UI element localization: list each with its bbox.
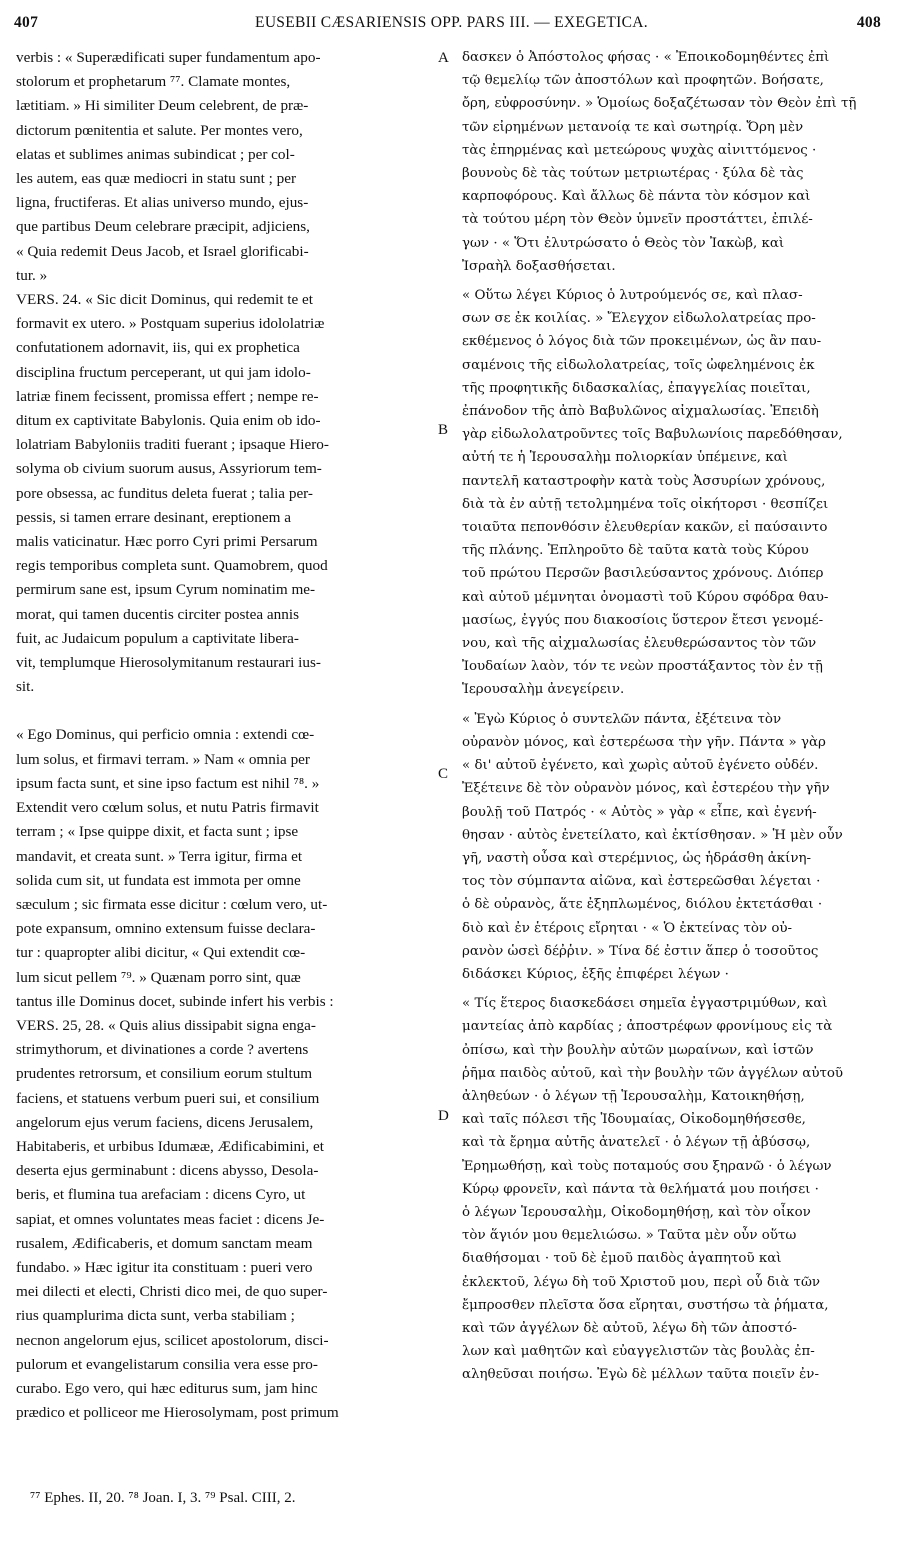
text-line: solyma ob civium suorum ausus, Assyriorum tem-: [16, 460, 322, 478]
text-line: tantus ille Dominus docet, subinde infert his verbis :: [16, 992, 334, 1010]
text-line: διαθήσομαι · τοῦ δὲ ἐμοῦ παιδὸς ἀγαπητοῦ καὶ: [462, 1251, 782, 1267]
page-number-left: 407: [14, 14, 39, 31]
page-header: [14, 14, 889, 36]
text-line: Extendit vero cœlum solus, et nutu Patris firmavit: [16, 799, 319, 817]
text-line: μασίως, ἐγγύς που διακοσίοις ὕστερον ἔτεσι γενομέ-: [462, 612, 824, 628]
text-line: δασκεν ὁ Ἀπόστολος φήσας · « Ἐποικοδομηθέντες ἐπὶ: [462, 50, 830, 65]
text-line: διὰ τὰ ἐν αὐτῇ τετολμημένα τοῖς οἰκήτορσι · θεσπίζει: [462, 496, 829, 512]
text-line: angelorum ejus verum faciens, dicens Jerusalem,: [16, 1113, 314, 1131]
margin-marker-b: B: [438, 422, 449, 438]
text-line: VERS. 25, 28. « Quis alius dissipabit signa enga-: [16, 1016, 316, 1034]
text-line: malis vaticinatur. Hæc porro Cyri primi Persarum: [16, 533, 318, 551]
text-line: γων · « Ὅτι ἐλυτρώσατο ὁ Θεὸς τὸν Ἰακὼβ, καὶ: [462, 235, 785, 251]
text-line: que partibus Deum celebrare præcipit, adjiciens,: [16, 218, 310, 236]
text-line: ὄρη, εὐφροσύνην. » Ὁμοίως δοξαζέτωσαν τὸν Θεὸν ἐπὶ τῇ: [462, 96, 857, 112]
text-line: ῥῆμα παιδὸς αὐτοῦ, καὶ τὴν βουλὴν τῶν ἀγγέλων αὐτοῦ: [462, 1065, 844, 1081]
text-line: necnon angelorum ejus, scilicet apostolorum, disci-: [16, 1331, 329, 1349]
text-line: ἔμπροσθεν πλεῖστα ὅσα εἴρηται, συστήσω τὰ ῥήματα,: [462, 1297, 829, 1313]
margin-marker-a: A: [438, 50, 449, 66]
text-line: sæculum ; sic firmata esse dicitur : cœlum vero, ut-: [16, 895, 328, 913]
text-line: pote expansum, omnino extensum fuisse declara-: [16, 920, 316, 938]
greek-paragraph-group-2: [462, 284, 881, 702]
text-line: ἀληθεύων · ὁ λέγων τῇ Ἱερουσαλὴμ, Κατοικηθήσῃ,: [462, 1088, 805, 1104]
text-line: dictorum pœnitentia et salute. Per montes vero,: [16, 121, 303, 139]
text-line: sapiat, et omnes voluntates meas faciet : dicens Je-: [16, 1210, 325, 1228]
text-line: σων σε ἐκ κοιλίας. » Ἔλεγχον εἰδωλολατρείας προ-: [462, 311, 816, 327]
text-line: βουνοὺς δὲ τὰς τούτων μετριωτέρας · ξύλα δὲ τὰς: [462, 166, 804, 182]
text-line: τος τὸν σύμπαντα αἰῶνα, καὶ ἐστερεῶσθαι λέγεται ·: [462, 874, 821, 890]
text-line: « Ἐγὼ Κύριος ὁ συντελῶν πάντα, ἐξέτεινα τὸν: [462, 711, 782, 727]
latin-column: [16, 46, 433, 1425]
text-line: stolorum et prophetarum ⁷⁷. Clamate montes,: [16, 73, 291, 91]
text-line: Ἰουδαίων λαὸν, τόν τε νεὼν προστάξαντος τὸν ἐν τῇ: [462, 659, 823, 675]
text-line: sit.: [16, 678, 35, 696]
text-line: Ἐξέτεινε δὲ τὸν οὐρανὸν μόνος, καὶ ἐστερέου τὴν γῆν: [462, 781, 830, 797]
text-line: τῆς πλάνης. Ἐπληροῦτο δὲ ταῦτα κατὰ τοὺς Κύρου: [462, 543, 809, 559]
running-title: EUSEBII CÆSARIENSIS OPP. PARS III. — EXEGETICA.: [255, 14, 648, 31]
text-line: elatas et sublimes animas subindicat ; per col-: [16, 145, 295, 163]
text-line: mandavit, et creata sunt. » Terra igitur, firma et: [16, 847, 303, 865]
text-line: « Τίς ἕτερος διασκεδάσει σημεῖα ἐγγαστριμύθων, καὶ: [462, 996, 828, 1012]
text-line: mei dilecti et electi, Christi dico mei, de quo super-: [16, 1283, 328, 1301]
text-line: τὸν ἅγιόν μου θεμελιώσω. » Ταῦτα μὲν οὖν οὕτω: [462, 1228, 797, 1244]
text-line: τοιαῦτα πεπονθόσιν ἐλευθερίαν κακῶν, εἰ παύσαιντο: [462, 520, 828, 536]
text-line: prudentes retrorsum, et consilium eorum stultum: [16, 1065, 313, 1083]
text-line: vit, templumque Hierosolymitanum restaurari ius-: [16, 654, 321, 672]
text-line: prædico et polliceor me Hierosolymam, post primum: [16, 1404, 339, 1422]
text-line: καὶ αὐτοῦ μέμνηται ὀνομαστὶ τοῦ Κύρου σφόδρα θαυ-: [462, 589, 829, 605]
text-line: pore obsessa, ac funditus deleta fuerat ; talia per-: [16, 484, 313, 502]
text-line: καὶ τῶν ἀγγέλων δὲ αὐτοῦ, λέγω δὴ τῶν ἀποστό-: [462, 1320, 797, 1336]
text-line: ditum ex captivitate Babylonis. Quia enim ob ido-: [16, 412, 321, 430]
text-line: deserta ejus germinabunt : dicens abysso, Desola-: [16, 1162, 319, 1180]
text-line: ὀπίσω, καὶ τὴν βουλὴν αὐτῶν μωραίνων, καὶ ἱστῶν: [462, 1042, 814, 1058]
text-line: τῶν εἰρημένων μετανοίᾳ τε καὶ σωτηρίᾳ. Ὄρη μὲν: [462, 119, 804, 135]
text-line: les autem, eas quæ mediocri in statu sunt ; per: [16, 170, 297, 188]
greek-column: [462, 46, 881, 1387]
text-line: αληθεῦσαι ποιήσω. Ἐγὼ δὲ μέλλων ταῦτα ποιεῖν ἐν-: [462, 1367, 819, 1383]
text-line: παντελῆ καταστροφὴν κατὰ τοὺς Ἀσσυρίων χρόνους,: [462, 473, 826, 489]
text-line: terram ; « Ipse quippe dixit, et facta sunt ; ipse: [16, 823, 299, 841]
text-line: fundabo. » Hæc igitur ita constituam : pueri vero: [16, 1258, 313, 1276]
text-line: εκθέμενος ὁ λόγος διὰ τῶν προκειμένων, ὡς ἂν παυ-: [462, 334, 822, 350]
greek-paragraph-group-4: [462, 992, 881, 1386]
greek-paragraph-group-3: [462, 708, 881, 986]
text-line: γῆ, ναστὴ οὖσα καὶ στερέμνιος, ὡς ἡδράσθη ἀκίνη-: [462, 850, 812, 866]
text-line: pulorum et evangelistarum consilia vera esse pro-: [16, 1355, 318, 1373]
text-line: καὶ τὰ ἔρημα αὐτῆς ἀνατελεῖ · ὁ λέγων τῇ ἀβύσσῳ,: [462, 1135, 811, 1151]
footnotes: ⁷⁷ Ephes. II, 20. ⁷⁸ Joan. I, 3. ⁷⁹ Psal. CIII, 2.: [30, 1490, 296, 1506]
text-line: faciens, et statuens verbum pueri sui, et consilium: [16, 1089, 320, 1107]
margin-marker-c: C: [438, 766, 449, 782]
text-line: τῆς προφητικῆς διδασκαλίας, ἐπαγγελίας ποιεῖται,: [462, 380, 811, 396]
text-line: ligna, fructiferas. Et alias universo mundo, ejus-: [16, 194, 309, 212]
text-line: confutationem adornavit, iis, qui ex prophetica: [16, 339, 300, 357]
text-line: αὐτή τε ἡ Ἱερουσαλὴμ πολιορκίαν ὑπέμεινε, καὶ: [462, 450, 788, 466]
page-number-right: 408: [856, 14, 881, 31]
text-line: ὁ δὲ οὐρανὸς, ἅτε ἐξηπλωμένος, διόλου ἐκτετάσθαι ·: [462, 897, 823, 913]
text-line: Ἰσραὴλ δοξασθήσεται.: [462, 258, 616, 274]
text-line: « Quia redemit Deus Jacob, et Israel glorificabi-: [16, 242, 309, 260]
text-line: lum sicut pellem ⁷⁹. » Quænam porro sint, quæ: [16, 968, 301, 986]
text-line: σαμένοις τῆς εἰδωλολατρείας, τοῖς ὠφελημένοις ἐκ: [462, 357, 815, 373]
text-line: ρανὸν ὡσεὶ δέῤῥιν. » Τίνα δέ ἐστιν ἅπερ ὁ τοσοῦτος: [462, 943, 819, 959]
text-line: pessis, si tamen errare desinant, ereptionem a: [16, 508, 291, 526]
text-line: tur. »: [16, 266, 48, 284]
text-line: regis temporibus completa sunt. Quamobrem, quod: [16, 557, 328, 575]
margin-markers: [436, 46, 458, 1246]
text-line: θησαν · αὐτὸς ἐνετείλατο, καὶ ἐκτίσθησαν. » Ἡ μὲν οὖν: [462, 827, 843, 843]
text-line: verbis : « Superædificati super fundamentum apo-: [16, 49, 321, 66]
text-line: VERS. 24. « Sic dicit Dominus, qui redemit te et: [16, 291, 313, 309]
text-line: Habitaberis, et urbibus Idumææ, Ædificabimini, et: [16, 1137, 324, 1155]
text-line: lolatriam Babyloniis traditi fuerant ; ipsaque Hiero-: [16, 436, 329, 454]
text-line: γὰρ εἰδωλολατροῦντες τοῖς Βαβυλωνίοις παρεδόθησαν,: [462, 427, 843, 443]
text-line: τῷ θεμελίῳ τῶν ἀποστόλων καὶ προφητῶν. Βοήσατε,: [462, 73, 824, 89]
text-line: formavit ex utero. » Postquam superius idololatriæ: [16, 315, 325, 333]
latin-paragraph-group-1: [16, 46, 433, 699]
text-line: morat, qui tamen ducentis circiter postea annis: [16, 605, 299, 623]
text-line: Ἐρημωθήσῃ, καὶ τοὺς ποταμούς σου ξηρανῶ · ὁ λέγων: [462, 1158, 832, 1174]
text-line: διὸ καὶ ἐν ἑτέροις εἴρηται · « Ὁ ἐκτείνας τὸν οὐ-: [462, 920, 793, 936]
text-line: καὶ ταῖς πόλεσι τῆς Ἰδουμαίας, Οἰκοδομηθήσεσθε,: [462, 1112, 806, 1128]
text-line: νου, καὶ τῆς αἰχμαλωσίας ἐλευθερώσαντος τὸν τῶν: [462, 636, 817, 652]
text-line: « Οὕτω λέγει Κύριος ὁ λυτρούμενός σε, καὶ πλασ-: [462, 288, 803, 304]
text-line: τὰς ἐπηρμένας καὶ μετεώρους ψυχὰς αἰνιττόμενος ·: [462, 142, 817, 158]
text-line: ὁ λέγων Ἱερουσαλὴμ, Οἰκοδομηθήσῃ, καὶ τὸν οἶκον: [462, 1204, 811, 1220]
greek-paragraph-group-1: [462, 46, 881, 278]
text-line: οὐρανὸν μόνος, καὶ ἐστερέωσα τὴν γῆν. Πάντα » γὰρ: [462, 734, 826, 750]
text-line: βουλῇ τοῦ Πατρός · « Αὐτὸς » γὰρ « εἶπε, καὶ ἐγενή-: [462, 804, 817, 820]
text-line: strimythorum, et divinationes a corde ? avertens: [16, 1041, 309, 1059]
text-line: καρποφόρους. Καὶ ἄλλως δὲ πάντα τὸν κόσμον καὶ: [462, 189, 811, 205]
text-line: permirum sane est, ipsum Cyrum nominatim me-: [16, 581, 316, 599]
text-line: τοῦ πρώτου Περσῶν βασιλεύσαντος χρόνους. Διόπερ: [462, 566, 824, 582]
text-line: lum solus, et firmavi terram. » Nam « omnia per: [16, 750, 310, 768]
text-line: μαντείας ἀπὸ καρδίας ; ἀποστρέφων φρονίμους εἰς τὰ: [462, 1019, 833, 1035]
text-line: solida cum sit, ut fundata est immota per omne: [16, 871, 301, 889]
text-line: latriæ finem fecissent, promissa effert ; nempe re-: [16, 387, 319, 405]
text-line: disciplina fructum perceperant, ut qui jam idolo-: [16, 363, 311, 381]
text-line: curabo. Ego vero, qui hæc editurus sum, jam hinc: [16, 1379, 318, 1397]
text-line: tur : quapropter alibi dicitur, « Qui extendit cœ-: [16, 944, 306, 962]
margin-marker-d: D: [438, 1108, 449, 1124]
text-line: ἐπάνοδον τῆς ἀπὸ Βαβυλῶνος αἰχμαλωσίας. Ἐπειδὴ: [462, 404, 819, 420]
text-line: fuit, ac Judaicum populum a captivitate libera-: [16, 629, 299, 647]
text-line: λων καὶ μαθητῶν καὶ εὐαγγελιστῶν τὰς βουλὰς ἐπ-: [462, 1344, 815, 1360]
text-line: « Ego Dominus, qui perficio omnia : extendi cœ-: [16, 726, 315, 744]
latin-paragraph-group-2: [16, 723, 433, 1425]
text-line: lætitiam. » Hi similiter Deum celebrent, de præ-: [16, 97, 309, 115]
text-line: rusalem, Ædificaberis, et domum sanctam meam: [16, 1234, 313, 1252]
paragraph-gap: [16, 699, 433, 723]
text-line: rius quamplurima dicta sunt, verba stabiliam ;: [16, 1307, 295, 1325]
text-line: « δι' αὐτοῦ ἐγένετο, καὶ χωρὶς αὐτοῦ ἐγένετο οὐδέν.: [462, 758, 819, 774]
text-line: Ἱερουσαλὴμ ἀνεγείρειν.: [462, 682, 625, 698]
text-line: ipsum facta sunt, et sine ipso factum est nihil ⁷⁸. »: [16, 774, 320, 792]
text-line: τὰ τούτου μέρη τὸν Θεὸν ὑμνεῖν προστάττει, ἐπιλέ-: [462, 212, 813, 228]
text-line: Κύρῳ φρονεῖν, καὶ πάντα τὰ θελήματά μου ποιήσει ·: [462, 1181, 819, 1197]
text-line: beris, et flumina tua arefaciam : dicens Cyro, ut: [16, 1186, 306, 1204]
text-line: διδάσκει Κύριος, ἑξῆς ἐπιφέρει λέγων ·: [462, 966, 729, 982]
text-line: ἐκλεκτοῦ, λέγω δὴ τοῦ Χριστοῦ μου, περὶ οὗ διὰ τῶν: [462, 1274, 821, 1290]
